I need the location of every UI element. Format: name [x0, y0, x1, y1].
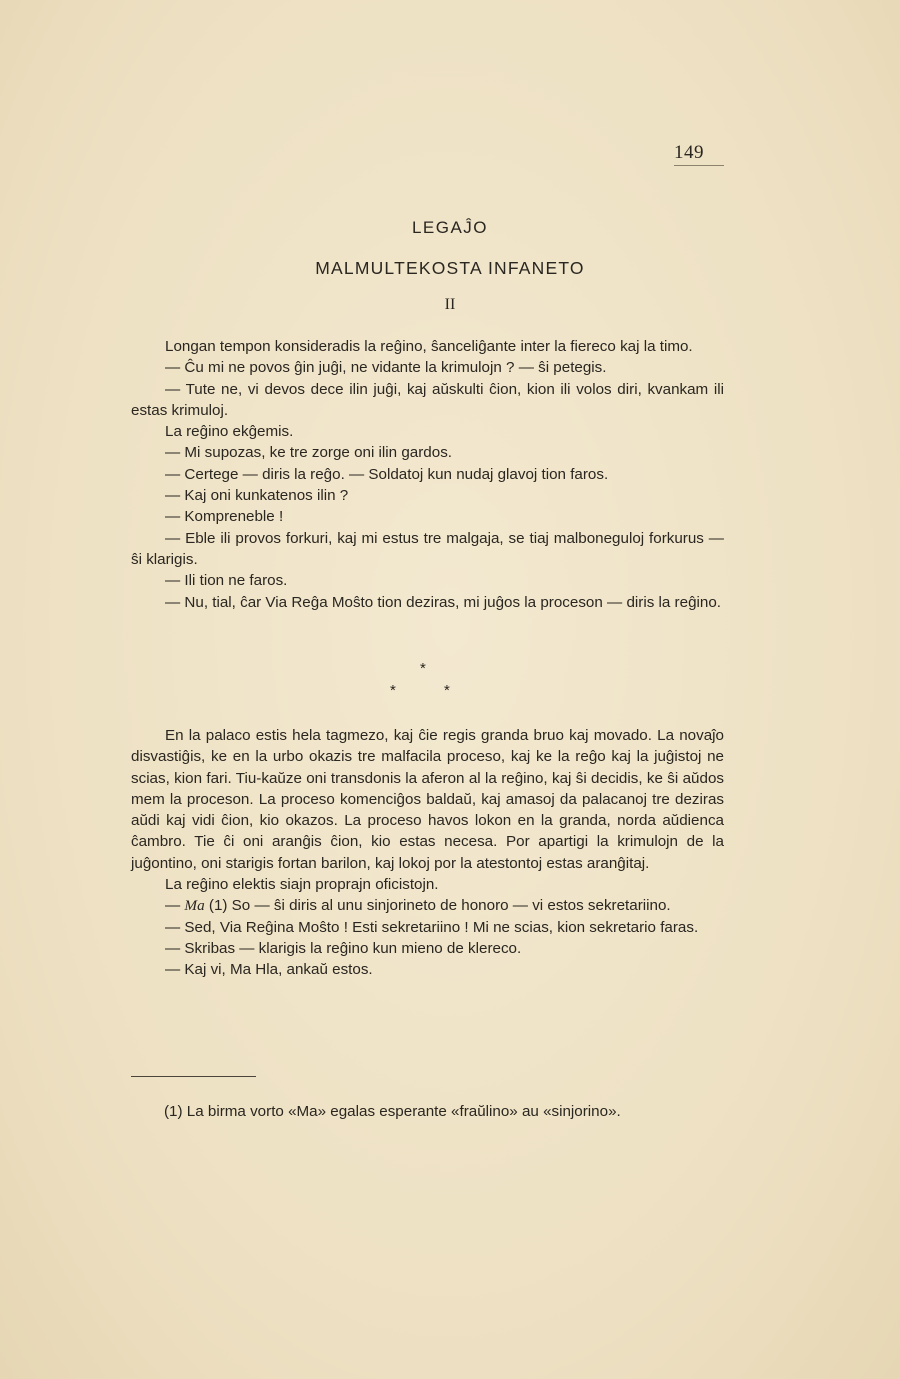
dialogue-line: — Skribas — klarigis la reĝino kun mieno de klereco.: [165, 939, 522, 957]
dialogue-line: [131, 895, 724, 916]
dash: —: [165, 897, 185, 915]
dialogue-rest: (1) So — ŝi diris al unu sinjorineto de honoro — vi estos sekretariino.: [204, 897, 671, 915]
dialogue-line: — Kompreneble !: [165, 508, 284, 526]
dialogue-line: — Mi supozas, ke tre zorge oni ilin gardos.: [165, 444, 453, 462]
section-1-text: [131, 336, 724, 613]
dialogue-line: — Nu, tial, ĉar Via Reĝa Moŝto tion deziras, mi juĝos la proceson — diris la reĝino.: [165, 593, 721, 611]
asterism-star: *: [444, 682, 450, 699]
dialogue-line: — Certege — diris la reĝo. — Soldatoj kun nudaj glavoj tion faros.: [165, 465, 609, 483]
story-title: MALMULTEKOSTA INFANETO: [315, 258, 585, 278]
paragraph: En la palaco estis hela tagmezo, kaj ĉie regis granda bruo kaj movado. La novaĵo disvastiĝis, ke en la urbo okazis tre malfacila proceso, kaj ke la reĝo kaj la juĝistoj ne scias, kion fari. Tiu-kaŭze oni transdonis la aferon al la reĝino, kaj ŝi decidis, ke ŝi aŭdos mem la proceson. La proceso komenciĝos baldaŭ, kaj amasoj da palacanoj tre deziras aŭdi kaj vidi ĉion, kio okazos. La proceso havos lokon en la granda, norda aŭdienca ĉambro. Tie ĉi oni aranĝis ĉion, kio estas necesa. Por apartigi la krimulojn de la juĝontino, oni starigis fortan barilon, kaj lokoj por la atestontoj estas aranĝitaj.: [131, 727, 724, 872]
dialogue-line: — Kaj oni kunkatenos ilin ?: [165, 487, 349, 505]
dialogue-line: — Tute ne, vi devos dece ilin juĝi, kaj aŭskulti ĉion, kion ili volos diri, kvankam ili estas krimuloj.: [131, 380, 724, 419]
dialogue-line: — Ĉu mi ne povos ĝin juĝi, ne vidante la krimulojn ? — ŝi petegis.: [165, 359, 607, 377]
dialogue-line: — Kaj vi, Ma Hla, ankaŭ estos.: [165, 961, 373, 979]
section-2-text: [131, 725, 724, 981]
page-number-rule: [674, 165, 724, 166]
footnote: (1) La birma vorto «Ma» egalas esperante «fraŭlino» au «sinjorino».: [164, 1103, 621, 1120]
dialogue-line: — Ili tion ne faros.: [165, 572, 288, 590]
italic-word: Ma: [184, 897, 205, 915]
footnote-rule: [131, 1076, 256, 1077]
asterism-star: *: [390, 682, 396, 699]
page-number: 149: [674, 142, 704, 163]
asterism-star: *: [420, 660, 426, 677]
part-number: II: [444, 296, 456, 313]
dialogue-line: — Sed, Via Reĝina Moŝto ! Esti sekretariino ! Mi ne scias, kion sekretario faras.: [165, 918, 699, 936]
paragraph: La reĝino elektis siajn proprajn oficistojn.: [165, 876, 439, 894]
paragraph: La reĝino ekĝemis.: [165, 423, 294, 441]
section-heading: LEGAĴO: [411, 218, 489, 237]
paragraph: Longan tempon konsideradis la reĝino, ŝanceliĝante inter la fiereco kaj la timo.: [165, 338, 693, 355]
dialogue-line: — Eble ili provos forkuri, kaj mi estus tre malgaja, se tiaj malboneguloj forkurus — ŝi klarigis.: [131, 529, 724, 568]
